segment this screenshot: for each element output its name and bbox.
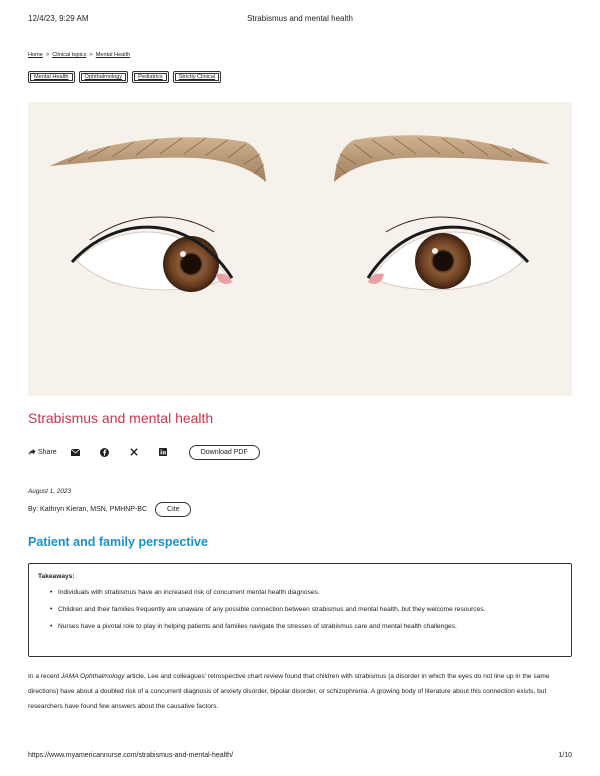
article-headline: Strabismus and mental health (28, 410, 214, 426)
facebook-share-button[interactable] (100, 447, 110, 457)
left-eyebrow (50, 137, 266, 182)
body-paragraph (28, 669, 572, 710)
right-eyebrow (334, 135, 550, 182)
linkedin-icon (159, 448, 167, 456)
breadcrumb-separator: > (89, 52, 93, 58)
breadcrumb-separator: > (45, 52, 50, 58)
publish-date: August 1, 2023 (28, 488, 71, 495)
print-datetime: 12/4/23, 9:29 AM (28, 14, 89, 23)
x-icon (130, 448, 138, 456)
byline (28, 502, 191, 517)
facebook-icon (100, 448, 109, 457)
hero-image (28, 102, 572, 396)
breadcrumb (28, 52, 130, 58)
breadcrumb-mental-health[interactable]: Mental Health (95, 52, 131, 58)
section-heading: Patient and family perspective (28, 535, 208, 549)
page-number: 1/10 (558, 752, 572, 759)
print-title: Strabismus and mental health (247, 14, 353, 23)
tag-strictly-clinical[interactable]: Strictly Clinical (173, 71, 221, 83)
print-footer (28, 752, 572, 759)
email-icon (71, 449, 80, 456)
tag-mental-health[interactable]: Mental Health (28, 71, 75, 83)
print-header (28, 14, 572, 26)
journal-name: JAMA Ophthalmology (61, 673, 125, 680)
eyes-illustration-icon (28, 102, 572, 396)
author-text: By: Kathryn Kieran, MSN, PMHNP-BC (28, 506, 148, 513)
share-label: Share (38, 448, 57, 456)
email-share-button[interactable] (71, 447, 81, 457)
share-bar (28, 443, 260, 461)
takeaway-item: • Individuals with strabismus have an increased risk of concurrent mental health diagnoses. (50, 586, 562, 599)
takeaway-item: • Children and their families frequently are unaware of any possible connection between strabismus and mental health, but they welcome resources. (50, 603, 562, 616)
breadcrumb-clinical-topics[interactable]: Clinical topics (52, 52, 87, 58)
topic-tags (28, 71, 221, 83)
takeaway-item: • Nurses have a pivotal role to play in helping patients and families navigate the stresses of strabismus care and mental health challenges. (50, 620, 562, 633)
x-share-button[interactable] (129, 447, 139, 457)
left-eye (72, 217, 232, 292)
linkedin-share-button[interactable] (158, 447, 168, 457)
body-text: article, Lee and colleagues' retrospective chart review found that children with strabismus (a disorder in which the eyes do not line up in the same directions) have about a doubled risk of a concurrent diagnosis of anxiety disorder, bipolar disorder, or schizophrenia. A growing body of literature about this connection exists, but researchers have found few answers about the causative factors. (28, 673, 550, 710)
takeaways-box (28, 563, 572, 657)
tag-ophthalmology[interactable]: Ophthalmology (79, 71, 129, 83)
takeaways-list (38, 586, 562, 633)
download-pdf-button[interactable]: Download PDF (189, 445, 260, 460)
cite-button[interactable]: Cite (155, 502, 191, 517)
page-url: https://www.myamericannurse.com/strabismus-and-mental-health/ (28, 752, 234, 759)
takeaways-title: Takeaways: (38, 573, 75, 580)
breadcrumb-home[interactable]: Home (28, 52, 43, 58)
share-icon (28, 448, 36, 456)
body-intro: In a recent (28, 673, 61, 680)
share-button[interactable] (28, 448, 57, 456)
right-eye (368, 217, 528, 290)
tag-pediatrics[interactable]: Pediatrics (132, 71, 169, 83)
